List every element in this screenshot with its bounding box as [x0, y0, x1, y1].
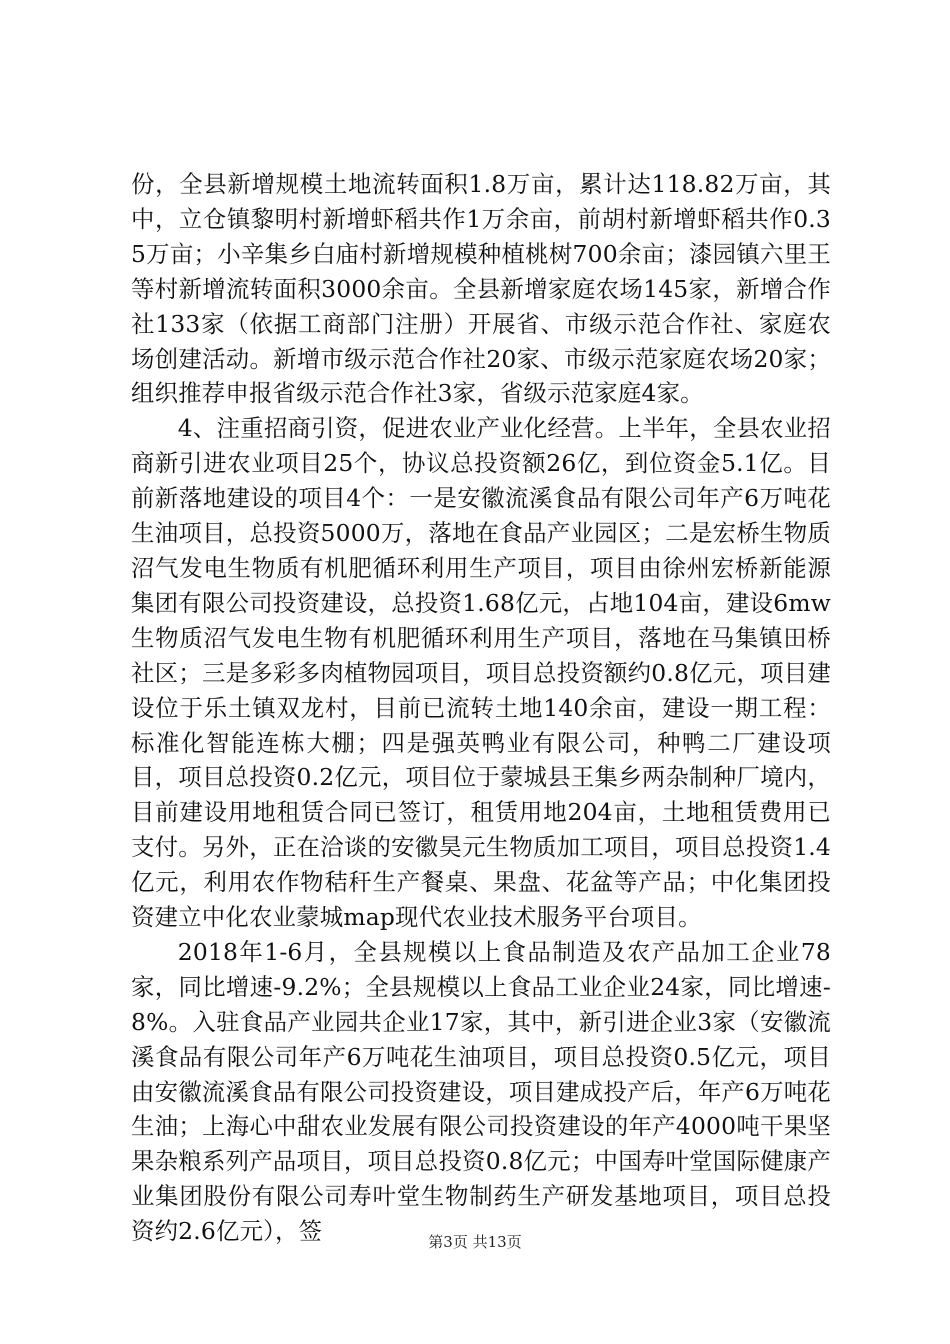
page-footer: 第3页 共13页 — [428, 1233, 522, 1251]
paragraph-continuation: 份，全县新增规模土地流转面积1.8万亩，累计达118.82万亩，其中，立仓镇黎明村新增虾稻共作1万余亩，前胡村新增虾稻共作0.35万亩；小辛集乡白庙村新增规模种植桃树700余亩；漆园镇六里王等村新增流转面积3000余亩。全县新增家庭农场145家，新增合作社133家（依据工商部门注册）开展省、市级示范合作社、家庭农场创建活动。新增市级示范合作社20家、市级示范家庭农场20家；组织推荐申报省级示范合作社3家，省级示范家庭4家。 — [131, 170, 831, 408]
document-body — [131, 167, 831, 1249]
paragraph-investment: 4、注重招商引资，促进农业产业化经营。上半年，全县农业招商新引进农业项目25个，协议总投资额26亿，到位资金5.1亿。目前新落地建设的项目4个：一是安徽流溪食品有限公司年产6万吨花生油项目，总投资5000万，落地在食品产业园区；二是宏桥生物质沼气发电生物质有机肥循环利用生产项目，项目由徐州宏桥新能源集团有限公司投资建设，总投资1.68亿元，占地104亩，建设6mw生物质沼气发电生物有机肥循环利用生产项目，落地在马集镇田桥社区；三是多彩多肉植物园项目，项目总投资额约0.8亿元，项目建设位于乐土镇双龙村，目前已流转土地140余亩，建设一期工程：标准化智能连栋大棚；四是强英鸭业有限公司，种鸭二厂建设项目，项目总投资0.2亿元，项目位于蒙城县王集乡两杂制种厂境内，目前建设用地租赁合同已签订，租赁用地204亩，土地租赁费用已支付。另外，正在洽谈的安徽昊元生物质加工项目，项目总投资1.4亿元，利用农作物秸秆生产餐桌、果盘、花盆等产品；中化集团投资建立中化农业蒙城map现代农业技术服务平台项目。 — [131, 414, 831, 932]
paragraph-food-industry: 2018年1-6月，全县规模以上食品制造及农产品加工企业78家，同比增速-9.2%；全县规模以上食品工业企业24家，同比增速-8%。入驻食品产业园共企业17家，其中，新引进企业3家（安徽流溪食品有限公司年产6万吨花生油项目，项目总投资0.5亿元，项目由安徽流溪食品有限公司投资建设，项目建成投产后，年产6万吨花生油；上海心中甜农业发展有限公司投资建设的年产4000吨干果坚果杂粮系列产品项目，项目总投资0.8亿元；中国寿叶堂国际健康产业集团股份有限公司寿叶堂生物制药生产研发基地项目，项目总投资约2.6亿元），签 — [131, 937, 831, 1246]
